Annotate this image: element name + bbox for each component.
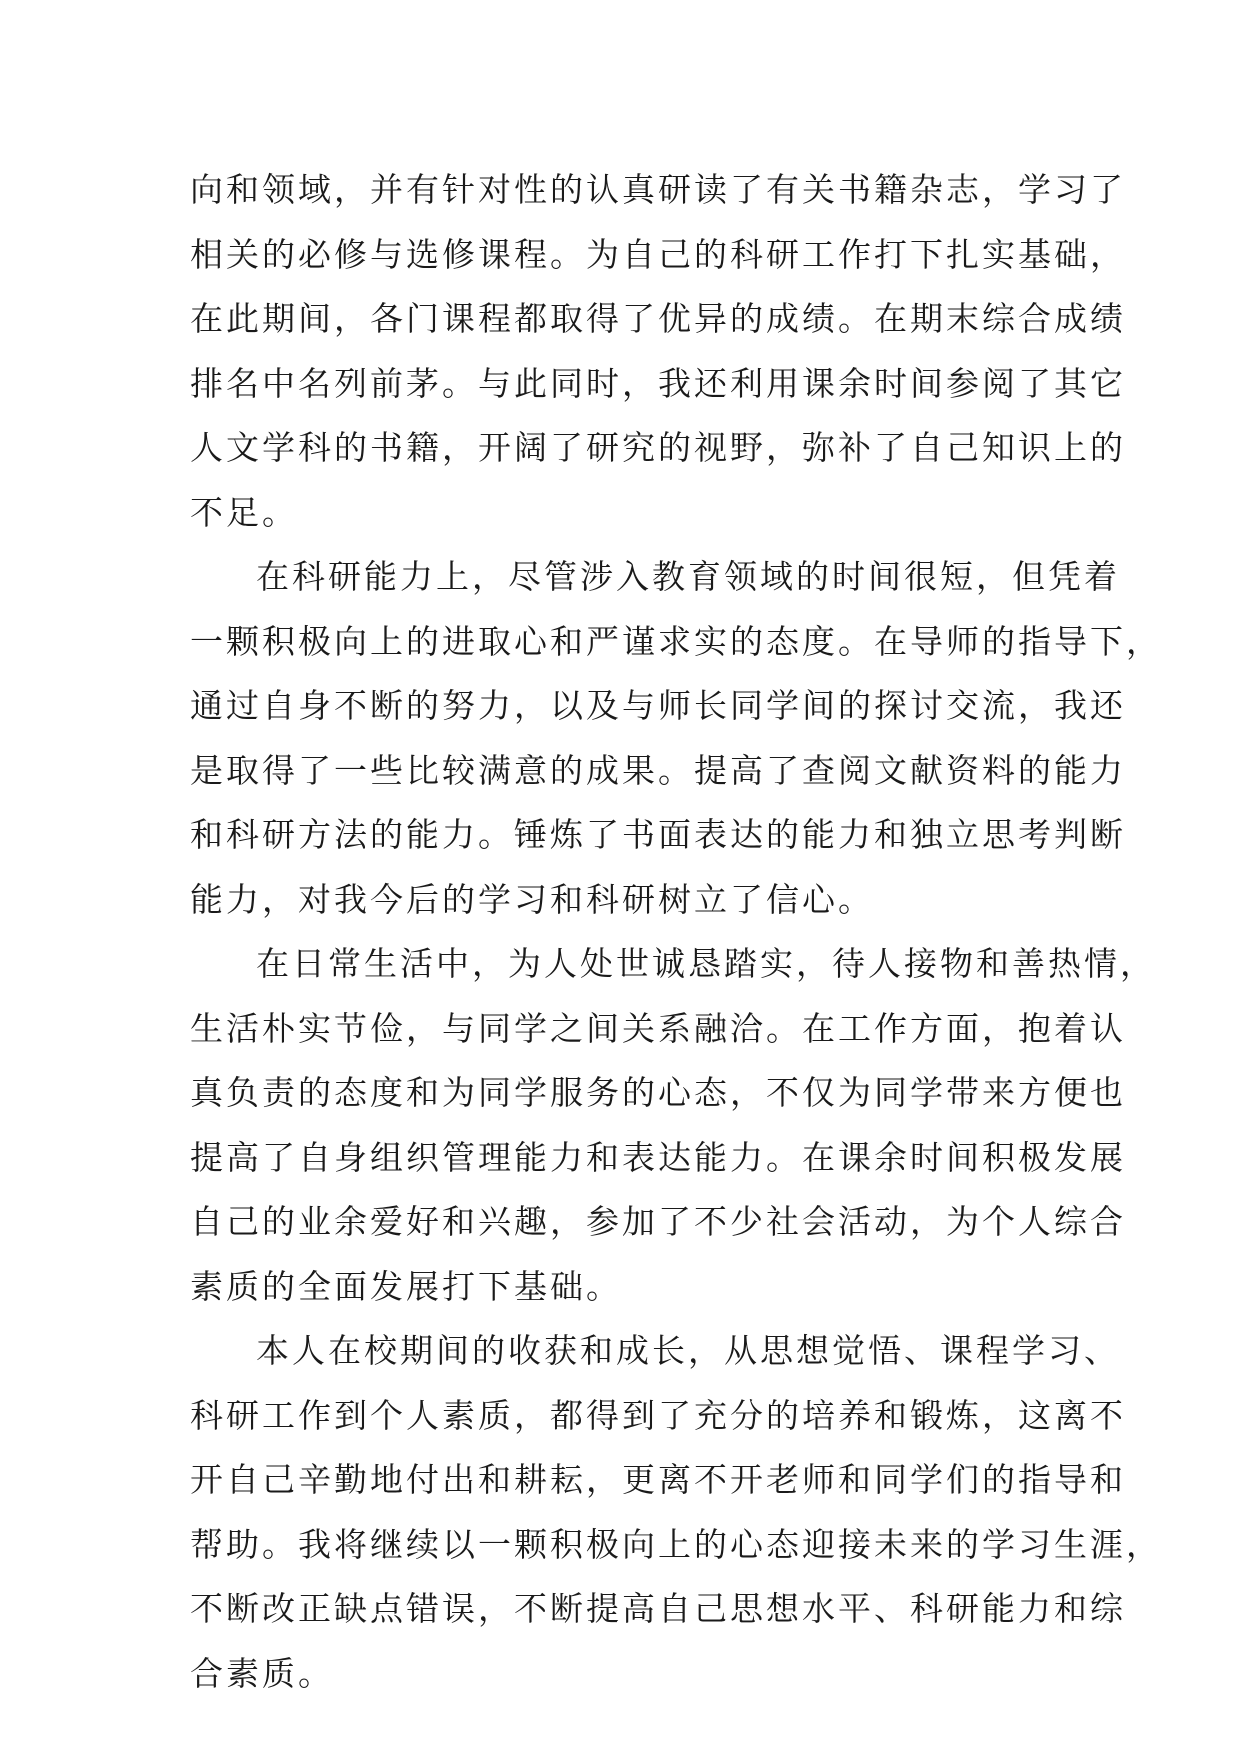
paragraph-first-line: 本人在校期间的收获和成长，从思想觉悟、课程学习、: [256, 1331, 1120, 1370]
text-line: 生活朴实节俭，与同学之间关系融洽。在工作方面，抱着认: [190, 1008, 1126, 1048]
text-line: 自己的业余爱好和兴趣，参加了不少社会活动，为个人综合: [190, 1202, 1126, 1241]
text-line: 和科研方法的能力。锤炼了书面表达的能力和独立思考判断: [190, 815, 1126, 854]
document-body: [190, 158, 1162, 1706]
text-line: 是取得了一些比较满意的成果。提高了查阅文献资料的能力: [190, 750, 1126, 790]
text-line: 向和领域，并有针对性的认真研读了有关书籍杂志，学习了: [190, 170, 1126, 209]
text-line: 提高了自身组织管理能力和表达能力。在课余时间积极发展: [190, 1137, 1126, 1177]
text-line: 通过自身不断的努力，以及与师长同学间的探讨交流，我还: [190, 686, 1126, 725]
text-line: 真负责的态度和为同学服务的心态，不仅为同学带来方便也: [190, 1073, 1126, 1112]
text-line: 开自己辛勤地付出和耕耘，更离不开老师和同学们的指导和: [190, 1460, 1126, 1499]
text-line: 不足。: [190, 492, 298, 532]
text-line: 不断改正缺点错误，不断提高自己思想水平、科研能力和综: [190, 1589, 1126, 1628]
text-line: 科研工作到个人素质，都得到了充分的培养和锻炼，这离不: [190, 1395, 1126, 1435]
text-line: 能力，对我今后的学习和科研树立了信心。: [190, 879, 874, 919]
paragraph-first-line: 在日常生活中，为人处世诚恳踏实，待人接物和善热情，: [256, 944, 1156, 983]
text-line: 相关的必修与选修课程。为自己的科研工作打下扎实基础，: [190, 234, 1126, 274]
text-line: 素质的全面发展打下基础。: [190, 1266, 622, 1306]
paragraph-first-line: 在科研能力上，尽管涉入教育领域的时间很短，但凭着: [256, 557, 1120, 596]
text-line: 帮助。我将继续以一颗积极向上的心态迎接未来的学习生涯，: [190, 1524, 1162, 1564]
text-line: 在此期间，各门课程都取得了优异的成绩。在期末综合成绩: [190, 299, 1126, 338]
text-line: 一颗积极向上的进取心和严谨求实的态度。在导师的指导下，: [190, 621, 1162, 661]
text-line: 合素质。: [190, 1653, 334, 1693]
text-line: 人文学科的书籍，开阔了研究的视野，弥补了自己知识上的: [190, 428, 1126, 467]
text-line: 排名中名列前茅。与此同时，我还利用课余时间参阅了其它: [190, 363, 1126, 403]
